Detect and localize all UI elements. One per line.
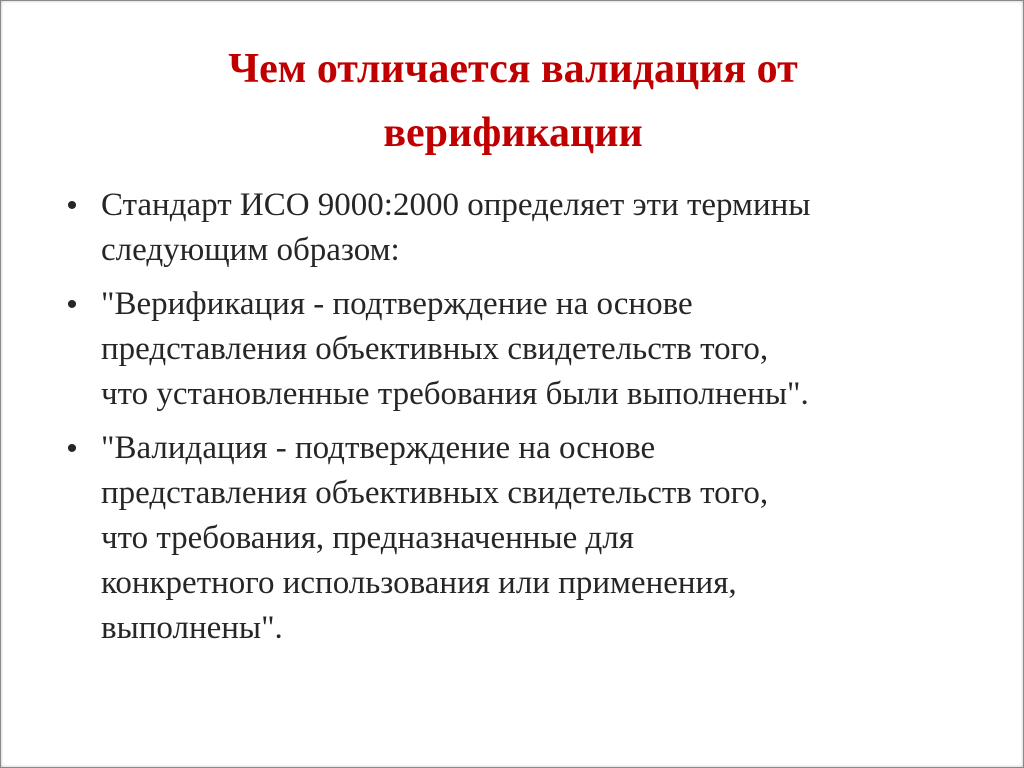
bullet-line: выполнены".	[101, 610, 283, 646]
bullet-item-iso-standard	[57, 183, 987, 273]
slide-title-line-1: Чем отличается валидация от	[228, 46, 798, 92]
slide-title-line-2: верификации	[383, 110, 643, 156]
bullet-line: представления объективных свидетельств того,	[101, 475, 769, 511]
bullet-line: конкретного использования или применения,	[101, 565, 737, 601]
bullet-dot-icon: •	[66, 432, 78, 465]
bullet-line: "Валидация - подтверждение на основе	[101, 430, 656, 466]
bullet-text	[101, 282, 987, 417]
bullet-item-verification-definition	[57, 282, 987, 417]
bullet-dot-icon: •	[66, 288, 78, 321]
bullet-text	[101, 183, 987, 273]
bullet-item-validation-definition	[57, 426, 987, 651]
bullet-line: следующим образом:	[101, 232, 400, 268]
bullet-line: что установленные требования были выполнены".	[101, 376, 809, 412]
bullet-dot-icon: •	[66, 189, 78, 222]
bullet-line: представления объективных свидетельств того,	[101, 331, 769, 367]
slide-title	[61, 37, 965, 165]
bullet-line: "Верификация - подтверждение на основе	[101, 286, 693, 322]
bullet-list	[57, 183, 987, 660]
bullet-text	[101, 426, 987, 651]
bullet-line: Стандарт ИСО 9000:2000 определяет эти термины	[101, 187, 811, 223]
bullet-line: что требования, предназначенные для	[101, 520, 634, 556]
